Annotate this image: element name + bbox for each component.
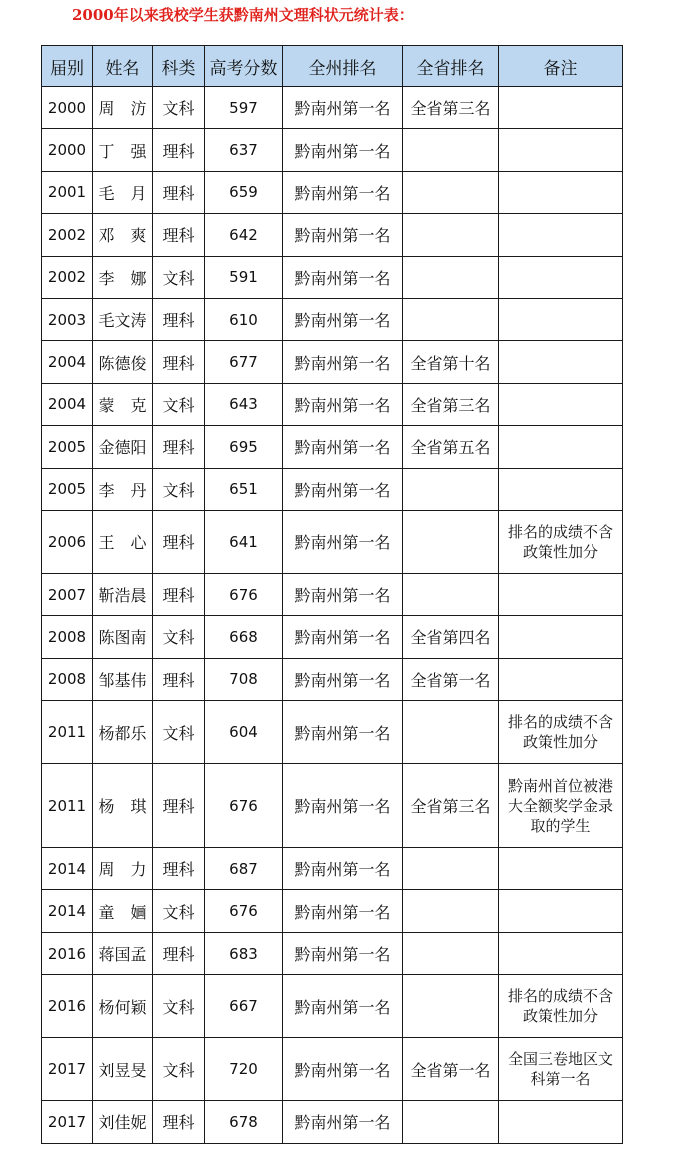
note-cell: 黔南州首位被港大全额奖学金录取的学生: [499, 764, 623, 848]
score-cell: 676: [205, 764, 283, 848]
year-cell: 2008: [42, 616, 93, 658]
name-cell: 陈德俊: [93, 341, 153, 383]
year-cell: 2003: [42, 298, 93, 340]
table-row: [42, 658, 623, 700]
year-cell: 2008: [42, 658, 93, 700]
table-row: [42, 616, 623, 658]
subject-cell: 文科: [153, 383, 205, 425]
table-header-row: [42, 46, 623, 87]
province-rank-cell: [403, 214, 499, 256]
subject-cell: 文科: [153, 87, 205, 129]
score-cell: 676: [205, 573, 283, 615]
table-row: [42, 764, 623, 848]
province-rank-cell: 全省第三名: [403, 764, 499, 848]
name-cell: 王 心: [93, 510, 153, 573]
note-cell: 排名的成绩不含政策性加分: [499, 701, 623, 764]
note-cell: [499, 341, 623, 383]
year-cell: 2011: [42, 764, 93, 848]
score-cell: 659: [205, 171, 283, 213]
note-cell: [499, 468, 623, 510]
name-cell: 杨何颖: [93, 975, 153, 1038]
name-cell: 童 婳: [93, 890, 153, 932]
year-cell: 2005: [42, 468, 93, 510]
year-cell: 2016: [42, 932, 93, 974]
score-cell: 683: [205, 932, 283, 974]
name-cell: 丁 强: [93, 129, 153, 171]
province-rank-cell: [403, 975, 499, 1038]
subject-cell: 理科: [153, 932, 205, 974]
note-cell: [499, 848, 623, 890]
score-cell: 668: [205, 616, 283, 658]
province-rank-cell: 全省第三名: [403, 383, 499, 425]
note-cell: [499, 171, 623, 213]
name-cell: 陈图南: [93, 616, 153, 658]
note-cell: [499, 298, 623, 340]
note-cell: [499, 214, 623, 256]
subject-cell: 理科: [153, 510, 205, 573]
subject-cell: 理科: [153, 214, 205, 256]
score-cell: 678: [205, 1101, 283, 1143]
prefecture-rank-cell: 黔南州第一名: [283, 975, 403, 1038]
name-cell: 刘佳妮: [93, 1101, 153, 1143]
score-cell: 695: [205, 426, 283, 468]
subject-cell: 文科: [153, 701, 205, 764]
prefecture-rank-cell: 黔南州第一名: [283, 171, 403, 213]
score-cell: 651: [205, 468, 283, 510]
province-rank-cell: [403, 468, 499, 510]
score-cell: 720: [205, 1038, 283, 1101]
province-rank-cell: 全省第四名: [403, 616, 499, 658]
province-rank-cell: 全省第五名: [403, 426, 499, 468]
header-year: 届别: [42, 46, 93, 87]
table-row: [42, 383, 623, 425]
prefecture-rank-cell: 黔南州第一名: [283, 383, 403, 425]
table-row: [42, 1038, 623, 1101]
table-row: [42, 701, 623, 764]
header-prefecture-rank: 全州排名: [283, 46, 403, 87]
prefecture-rank-cell: 黔南州第一名: [283, 1101, 403, 1143]
prefecture-rank-cell: 黔南州第一名: [283, 573, 403, 615]
note-cell: [499, 932, 623, 974]
subject-cell: 文科: [153, 256, 205, 298]
prefecture-rank-cell: 黔南州第一名: [283, 658, 403, 700]
name-cell: 邹基伟: [93, 658, 153, 700]
score-cell: 641: [205, 510, 283, 573]
subject-cell: 理科: [153, 171, 205, 213]
table-row: [42, 573, 623, 615]
table-row: [42, 890, 623, 932]
score-cell: 610: [205, 298, 283, 340]
name-cell: 邓 爽: [93, 214, 153, 256]
score-cell: 643: [205, 383, 283, 425]
subject-cell: 文科: [153, 616, 205, 658]
score-cell: 597: [205, 87, 283, 129]
note-cell: 排名的成绩不含政策性加分: [499, 975, 623, 1038]
note-cell: [499, 383, 623, 425]
prefecture-rank-cell: 黔南州第一名: [283, 129, 403, 171]
subject-cell: 理科: [153, 848, 205, 890]
province-rank-cell: [403, 256, 499, 298]
prefecture-rank-cell: 黔南州第一名: [283, 256, 403, 298]
prefecture-rank-cell: 黔南州第一名: [283, 87, 403, 129]
table-row: [42, 87, 623, 129]
note-cell: [499, 1101, 623, 1143]
note-cell: [499, 256, 623, 298]
province-rank-cell: [403, 171, 499, 213]
province-rank-cell: [403, 890, 499, 932]
note-cell: 全国三卷地区文科第一名: [499, 1038, 623, 1101]
year-cell: 2014: [42, 848, 93, 890]
subject-cell: 理科: [153, 1101, 205, 1143]
year-cell: 2002: [42, 256, 93, 298]
year-cell: 2014: [42, 890, 93, 932]
subject-cell: 文科: [153, 890, 205, 932]
province-rank-cell: 全省第十名: [403, 341, 499, 383]
header-note: 备注: [499, 46, 623, 87]
name-cell: 李 娜: [93, 256, 153, 298]
prefecture-rank-cell: 黔南州第一名: [283, 510, 403, 573]
name-cell: 刘昱旻: [93, 1038, 153, 1101]
prefecture-rank-cell: 黔南州第一名: [283, 848, 403, 890]
subject-cell: 理科: [153, 764, 205, 848]
score-cell: 637: [205, 129, 283, 171]
subject-cell: 理科: [153, 341, 205, 383]
table-row: [42, 214, 623, 256]
subject-cell: 理科: [153, 129, 205, 171]
table-row: [42, 256, 623, 298]
score-cell: 677: [205, 341, 283, 383]
prefecture-rank-cell: 黔南州第一名: [283, 468, 403, 510]
top-scorer-table: [41, 45, 623, 1144]
year-cell: 2001: [42, 171, 93, 213]
note-cell: [499, 87, 623, 129]
prefecture-rank-cell: 黔南州第一名: [283, 764, 403, 848]
name-cell: 蒋国孟: [93, 932, 153, 974]
table-row: [42, 848, 623, 890]
header-subject: 科类: [153, 46, 205, 87]
prefecture-rank-cell: 黔南州第一名: [283, 1038, 403, 1101]
score-cell: 676: [205, 890, 283, 932]
note-cell: [499, 890, 623, 932]
province-rank-cell: [403, 298, 499, 340]
subject-cell: 理科: [153, 298, 205, 340]
table-row: [42, 171, 623, 213]
header-name: 姓名: [93, 46, 153, 87]
note-cell: [499, 658, 623, 700]
table-row: [42, 468, 623, 510]
table-body: [42, 87, 623, 1144]
name-cell: 李 丹: [93, 468, 153, 510]
prefecture-rank-cell: 黔南州第一名: [283, 214, 403, 256]
table-row: [42, 932, 623, 974]
header-score: 高考分数: [205, 46, 283, 87]
subject-cell: 理科: [153, 573, 205, 615]
score-cell: 687: [205, 848, 283, 890]
province-rank-cell: 全省第一名: [403, 658, 499, 700]
subject-cell: 文科: [153, 1038, 205, 1101]
note-cell: [499, 573, 623, 615]
province-rank-cell: [403, 129, 499, 171]
score-cell: 708: [205, 658, 283, 700]
name-cell: 毛文涛: [93, 298, 153, 340]
prefecture-rank-cell: 黔南州第一名: [283, 932, 403, 974]
year-cell: 2016: [42, 975, 93, 1038]
province-rank-cell: [403, 848, 499, 890]
name-cell: 周 汸: [93, 87, 153, 129]
year-cell: 2000: [42, 129, 93, 171]
province-rank-cell: [403, 932, 499, 974]
province-rank-cell: 全省第一名: [403, 1038, 499, 1101]
year-cell: 2005: [42, 426, 93, 468]
province-rank-cell: [403, 573, 499, 615]
province-rank-cell: [403, 510, 499, 573]
year-cell: 2002: [42, 214, 93, 256]
note-cell: 排名的成绩不含政策性加分: [499, 510, 623, 573]
prefecture-rank-cell: 黔南州第一名: [283, 701, 403, 764]
year-cell: 2017: [42, 1038, 93, 1101]
score-cell: 667: [205, 975, 283, 1038]
table-row: [42, 975, 623, 1038]
prefecture-rank-cell: 黔南州第一名: [283, 298, 403, 340]
province-rank-cell: 全省第三名: [403, 87, 499, 129]
table-row: [42, 129, 623, 171]
name-cell: 杨都乐: [93, 701, 153, 764]
year-cell: 2011: [42, 701, 93, 764]
province-rank-cell: [403, 1101, 499, 1143]
table-row: [42, 298, 623, 340]
name-cell: 杨 琪: [93, 764, 153, 848]
name-cell: 金德阳: [93, 426, 153, 468]
table-row: [42, 341, 623, 383]
table-row: [42, 1101, 623, 1143]
prefecture-rank-cell: 黔南州第一名: [283, 616, 403, 658]
name-cell: 蒙 克: [93, 383, 153, 425]
year-cell: 2017: [42, 1101, 93, 1143]
subject-cell: 理科: [153, 658, 205, 700]
prefecture-rank-cell: 黔南州第一名: [283, 426, 403, 468]
year-cell: 2006: [42, 510, 93, 573]
subject-cell: 文科: [153, 468, 205, 510]
name-cell: 靳浩晨: [93, 573, 153, 615]
subject-cell: 文科: [153, 975, 205, 1038]
note-cell: [499, 129, 623, 171]
table-row: [42, 426, 623, 468]
header-province-rank: 全省排名: [403, 46, 499, 87]
prefecture-rank-cell: 黔南州第一名: [283, 341, 403, 383]
score-cell: 591: [205, 256, 283, 298]
table-row: [42, 510, 623, 573]
prefecture-rank-cell: 黔南州第一名: [283, 890, 403, 932]
year-cell: 2004: [42, 341, 93, 383]
name-cell: 周 力: [93, 848, 153, 890]
note-cell: [499, 426, 623, 468]
score-cell: 642: [205, 214, 283, 256]
note-cell: [499, 616, 623, 658]
score-cell: 604: [205, 701, 283, 764]
year-cell: 2007: [42, 573, 93, 615]
year-cell: 2000: [42, 87, 93, 129]
document-title: 2000年以来我校学生获黔南州文理科状元统计表：: [72, 6, 414, 24]
year-cell: 2004: [42, 383, 93, 425]
name-cell: 毛 月: [93, 171, 153, 213]
subject-cell: 理科: [153, 426, 205, 468]
province-rank-cell: [403, 701, 499, 764]
